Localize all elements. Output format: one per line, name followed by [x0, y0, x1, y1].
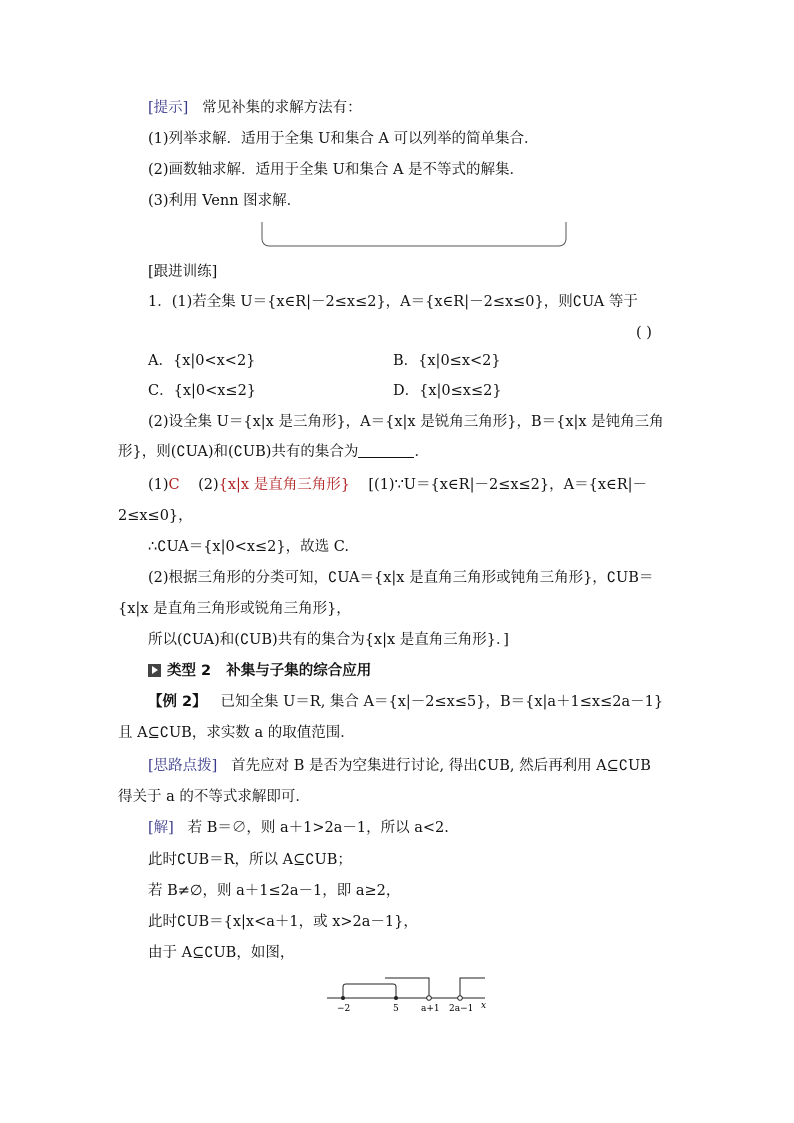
sol-line-3: 若 B≠∅，则 a＋1≤2a－1，即 a≥2，: [148, 883, 401, 899]
decorative-bracket: [260, 220, 570, 250]
answer-line: (1)C (2){x|x 是直角三角形} [(1)∵U＝{x∈R|－2≤x≤2}，A＝{x∈R|－: [148, 477, 648, 493]
option-d: D．{x|0≤x≤2}: [393, 383, 502, 399]
right-ray: [460, 978, 485, 998]
tick-minus-2: −2: [337, 1004, 351, 1014]
q2-line-2: 形}，则(∁UA)和(∁UB)共有的集合为 ．: [118, 444, 429, 460]
solution-line-4: {x|x 是直角三角形或锐角三角形}，: [118, 601, 351, 617]
set-a-bracket: [343, 984, 396, 998]
option-b: B．{x|0≤x<2}: [393, 353, 501, 369]
section-heading: 类型 2 补集与子集的综合应用: [148, 661, 371, 681]
number-line-figure: [325, 970, 495, 1015]
sol-line-5: 由于 A⊆∁UB，如图，: [148, 945, 295, 961]
tick-a-plus-1: a+1: [421, 1004, 440, 1014]
hint-tag: [提示]: [148, 100, 189, 116]
solution-line-3: (2)根据三角形的分类可知，∁UA＝{x|x 是直角三角形或钝角三角形}，∁UB＝: [148, 570, 654, 586]
sol-line-1: [解] 若 B＝∅，则 a＋1>2a－1，所以 a<2.: [148, 820, 449, 836]
answer-set: {x|x 是直角三角形}: [218, 477, 350, 493]
play-triangle-icon: [148, 664, 161, 677]
sol-line-4: 此时∁UB＝{x|x<a＋1，或 x>2a－1}，: [148, 914, 418, 930]
hint2-line-1: [思路点拨] 首先应对 B 是否为空集进行讨论, 得出∁UB, 然后再利用 A⊆∁UB: [148, 758, 651, 774]
option-c: C．{x|0<x≤2}: [148, 383, 257, 399]
solution-line-5: 所以(∁UA)和(∁UB)共有的集合为{x|x 是直角三角形}．]: [148, 632, 509, 648]
solution-line-1: 2≤x≤0}，: [118, 508, 193, 524]
q2-line-1: (2)设全集 U＝{x|x 是三角形}，A＝{x|x 是锐角三角形}，B＝{x|x 是钝角三角: [148, 414, 664, 430]
option-a: A．{x|0<x<2}: [148, 353, 256, 369]
sol-line-2: 此时∁UB＝R，所以 A⊆∁UB；: [148, 852, 352, 868]
point-5: [394, 996, 398, 1000]
example-line-1: 【例 2】 已知全集 U＝R, 集合 A＝{x|－2≤x≤5}，B＝{x|a＋1≤x≤2a－1}: [148, 694, 664, 710]
example-tag: 【例 2】: [148, 694, 207, 710]
solution-line-2: ∴∁UA＝{x|0<x≤2}，故选 C.: [148, 539, 349, 555]
point-2a-minus-1: [458, 996, 463, 1001]
answer-blank: [358, 443, 414, 458]
sol-tag: [解]: [148, 820, 174, 836]
hint2-line-2: 得关于 a 的不等式求解即可．: [118, 789, 310, 805]
hint-line-3: (2)画数轴求解．适用于全集 U和集合 A 是不等式的解集．: [148, 162, 525, 178]
point-a-plus-1: [427, 996, 432, 1001]
hint2-tag: [思路点拨]: [148, 758, 218, 774]
tick-2a-minus-1: 2a−1: [449, 1004, 474, 1014]
q1-answer-paren: ( ): [636, 325, 652, 341]
q1-stem: 1．(1)若全集 U＝{x∈R|－2≤x≤2}，A＝{x∈R|－2≤x≤0}，则∁UA 等于: [148, 294, 638, 310]
tick-5: 5: [393, 1004, 399, 1014]
example-line-2: 且 A⊆∁UB，求实数 a 的取值范围．: [118, 725, 355, 741]
answer-choice: C: [168, 477, 180, 493]
hint-line-1: [提示] 常见补集的求解方法有：: [148, 100, 362, 116]
hint-line-2: (1)列举求解．适用于全集 U和集合 A 可以列举的简单集合．: [148, 131, 539, 147]
practice-tag: [跟进训练]: [148, 264, 218, 280]
axis-label-x: x: [481, 1001, 487, 1011]
hint-line-4: (3)利用 Venn 图求解．: [148, 193, 302, 209]
left-ray: [385, 978, 429, 998]
point-minus-2: [341, 996, 345, 1000]
